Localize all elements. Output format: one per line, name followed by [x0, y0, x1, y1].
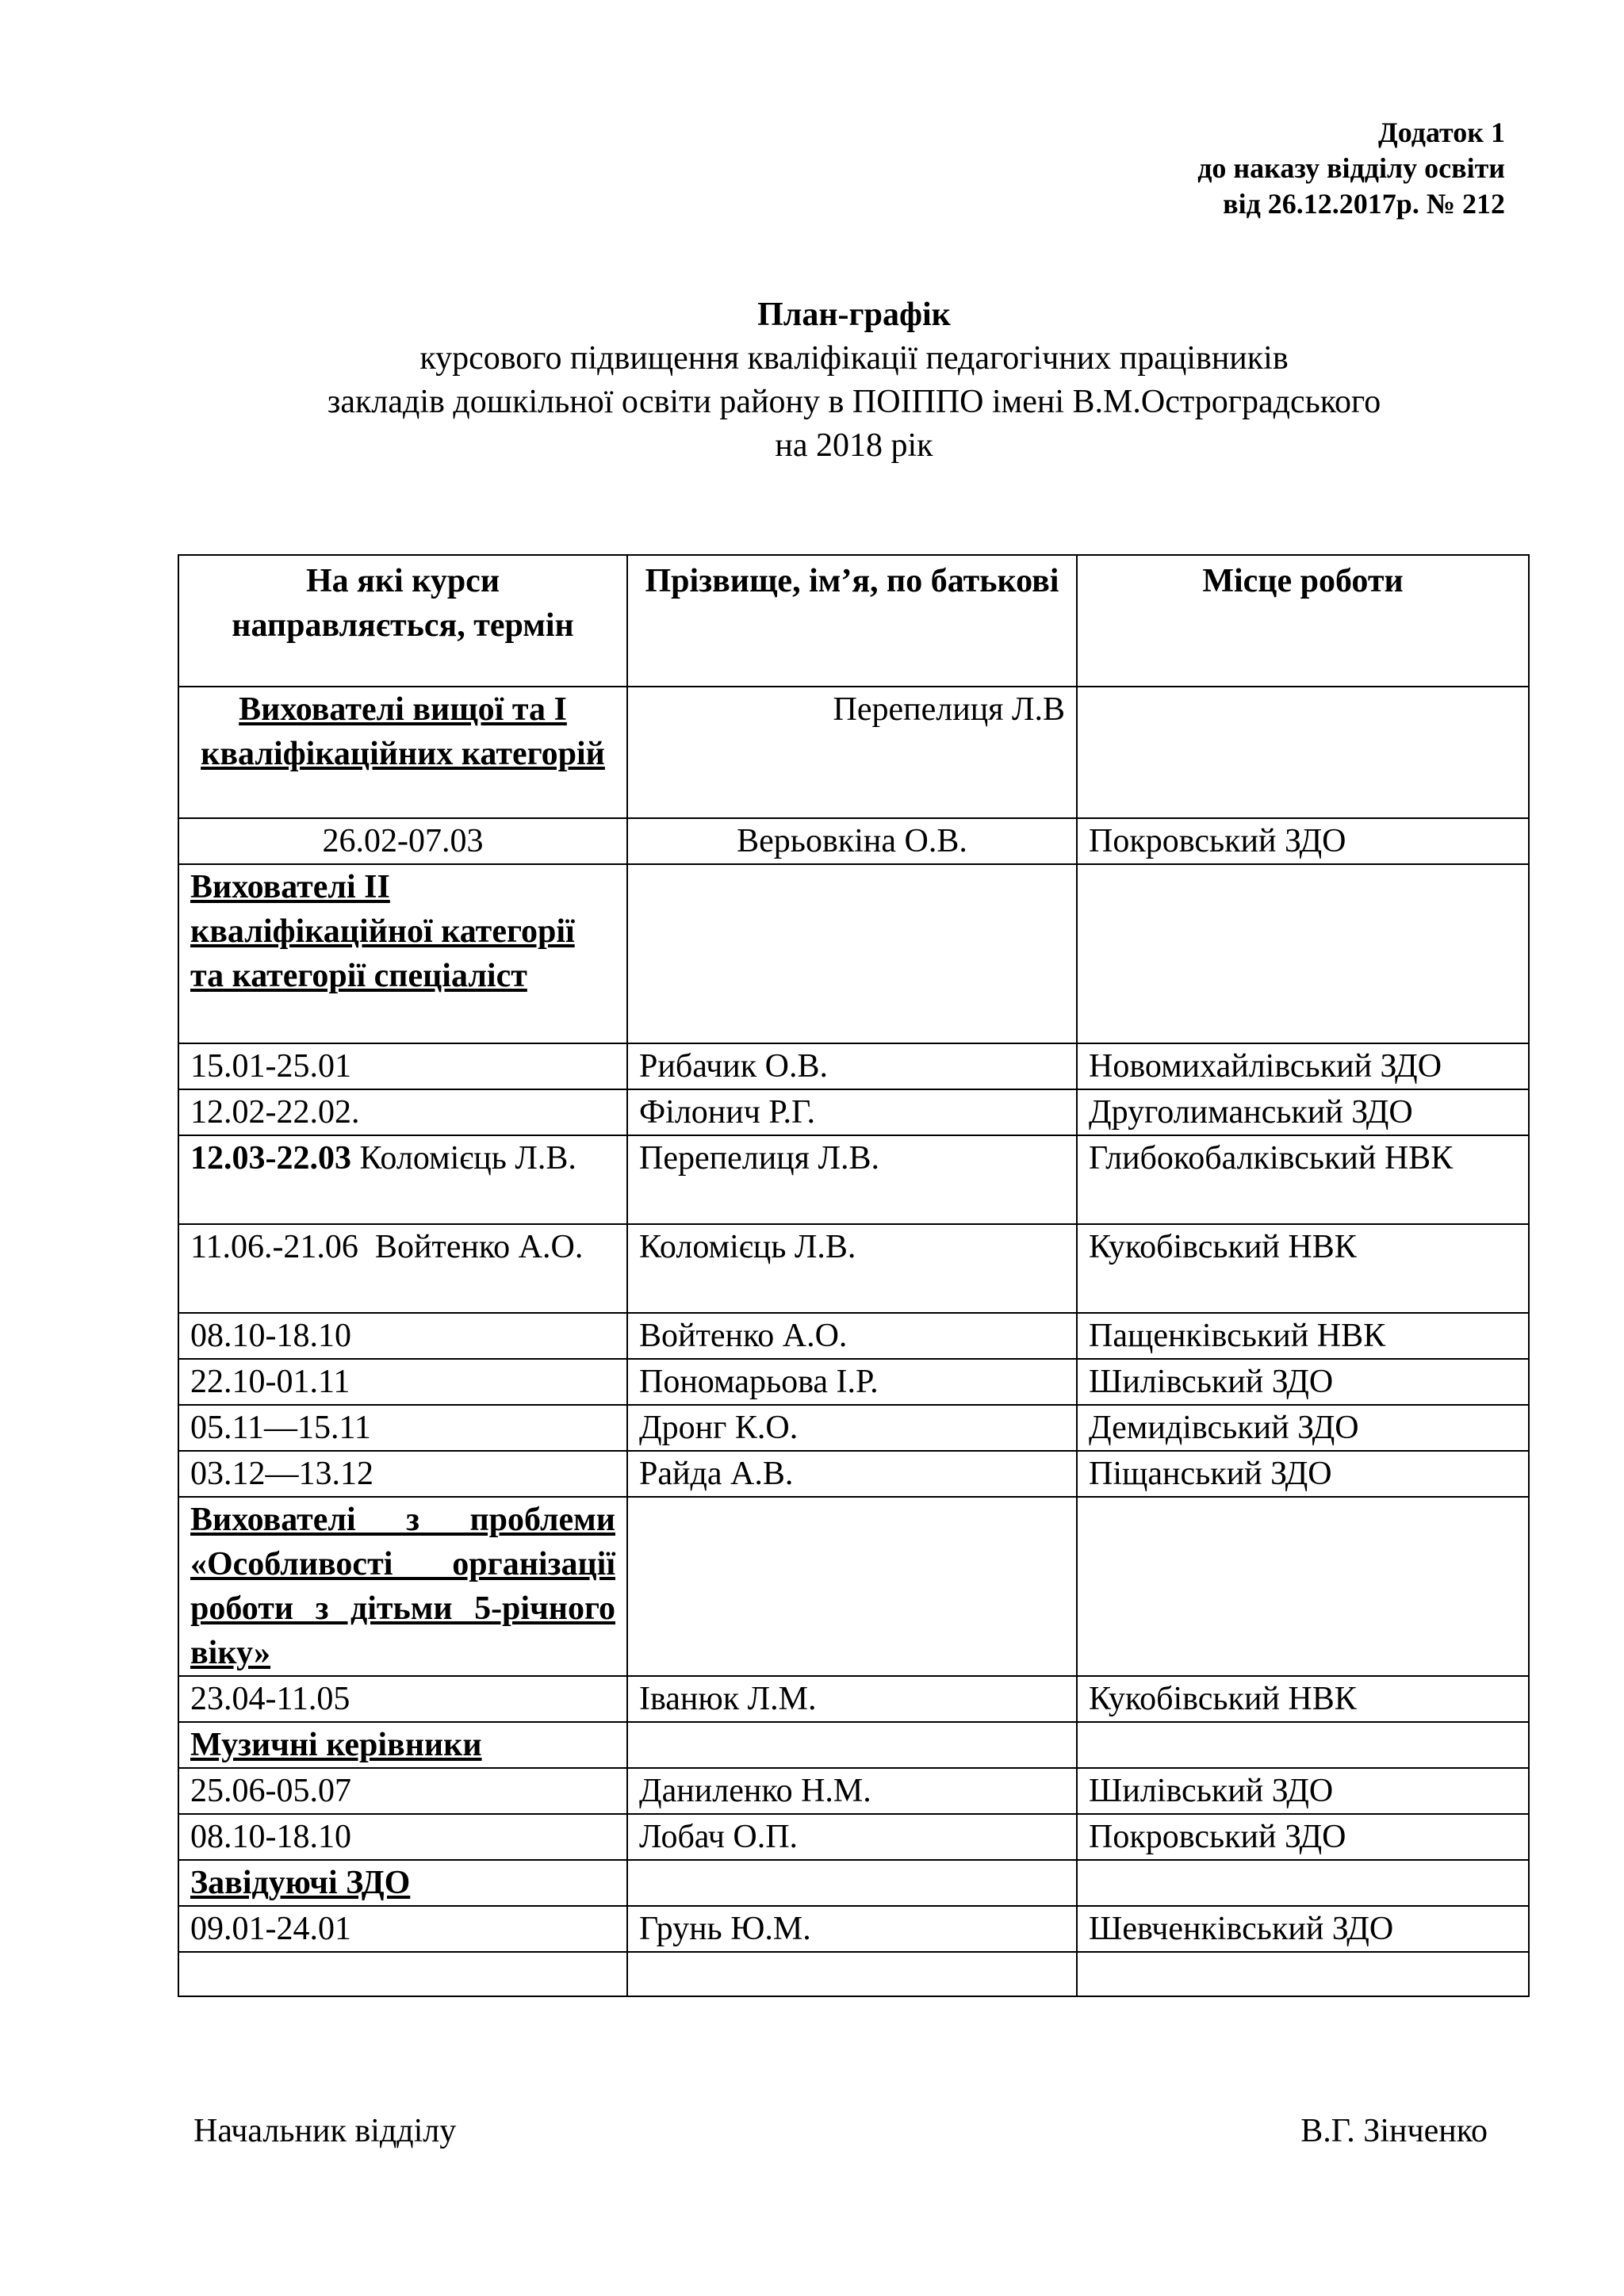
place-cell: Друголиманський ЗДО [1077, 1089, 1529, 1135]
place-cell: Демидівський ЗДО [1077, 1405, 1529, 1451]
section-row-higher-category [178, 687, 1529, 818]
term-cell: 03.12—13.12 [178, 1451, 627, 1497]
term-cell [178, 1952, 627, 1996]
table-row [178, 818, 1529, 864]
name-cell [627, 864, 1077, 1043]
table-row [178, 1135, 1529, 1224]
heading-line-3: на 2018 рік [775, 427, 933, 464]
term-cell: 12.02-22.02. [178, 1089, 627, 1135]
header-full-name: Прізвище, ім’я, по батькові [627, 555, 1077, 687]
appendix-line-1: Додаток 1 [1378, 117, 1505, 148]
section-title: Вихователі з проблеми «Особливості організації роботи з дітьми 5-річного віку» [178, 1497, 627, 1676]
name-cell: Коломієць Л.В. [627, 1224, 1077, 1313]
name-cell: Верьовкіна О.В. [627, 818, 1077, 864]
place-cell: Шилівський ЗДО [1077, 1359, 1529, 1405]
appendix-block [1197, 115, 1505, 222]
place-cell [1077, 1722, 1529, 1768]
table-row [178, 1768, 1529, 1814]
term-cell: 23.04-11.05 [178, 1676, 627, 1722]
place-cell: Кукобівський НВК [1077, 1676, 1529, 1722]
schedule-table [178, 554, 1530, 1997]
section-row-second-category [178, 864, 1529, 1043]
place-cell: Піщанський ЗДО [1077, 1451, 1529, 1497]
name-cell [627, 1497, 1077, 1676]
document-heading [0, 293, 1624, 468]
name-cell: Перепелиця Л.В. [627, 1135, 1077, 1224]
name-cell: Грунь Ю.М. [627, 1906, 1077, 1952]
name-cell: Пономарьова І.Р. [627, 1359, 1077, 1405]
place-cell: Кукобівський НВК [1077, 1224, 1529, 1313]
term-cell: 15.01-25.01 [178, 1043, 627, 1089]
table-row [178, 1814, 1529, 1860]
place-cell: Глибокобалківський НВК [1077, 1135, 1529, 1224]
term-cell: 05.11—15.11 [178, 1405, 627, 1451]
place-cell: Новомихайлівський ЗДО [1077, 1043, 1529, 1089]
heading-line-2: закладів дошкільної освіти району в ПОІППО імені В.М.Остроградського [327, 384, 1381, 420]
term-cell: 09.01-24.01 [178, 1906, 627, 1952]
header-workplace: Місце роботи [1077, 555, 1529, 687]
table-row [178, 1451, 1529, 1497]
appendix-line-3: від 26.12.2017р. № 212 [1223, 188, 1505, 220]
document-title: План-графік [757, 297, 951, 333]
name-cell [627, 1860, 1077, 1906]
section-title: Вихователі вищої та І кваліфікаційних категорій [178, 687, 627, 818]
table-header-row [178, 555, 1529, 687]
term-cell: 22.10-01.11 [178, 1359, 627, 1405]
name-cell: Іванюк Л.М. [627, 1676, 1077, 1722]
table-row [178, 1359, 1529, 1405]
name-cell: Даниленко Н.М. [627, 1768, 1077, 1814]
name-cell [627, 1722, 1077, 1768]
name-cell: Дронг К.О. [627, 1405, 1077, 1451]
signature-name: В.Г. Зінченко [1300, 2113, 1488, 2149]
section-row-heads [178, 1860, 1529, 1906]
term-cell [178, 1135, 627, 1224]
term-date-bold: 12.03-22.03 [190, 1140, 351, 1177]
place-cell: Шилівський ЗДО [1077, 1768, 1529, 1814]
table-row [178, 1405, 1529, 1451]
name-cell: Войтенко А.О. [627, 1313, 1077, 1359]
term-cell: 08.10-18.10 [178, 1814, 627, 1860]
place-cell [1077, 864, 1529, 1043]
place-cell: Шевченківський ЗДО [1077, 1906, 1529, 1952]
place-cell: Покровський ЗДО [1077, 1814, 1529, 1860]
table-row [178, 1043, 1529, 1089]
appendix-line-2: до наказу відділу освіти [1197, 152, 1505, 184]
name-cell [627, 1952, 1077, 1996]
table-row [178, 1089, 1529, 1135]
place-cell [1077, 1860, 1529, 1906]
place-cell [1077, 1952, 1529, 1996]
table-row-empty [178, 1952, 1529, 1996]
name-cell: Рибачик О.В. [627, 1043, 1077, 1089]
section-row-music-directors [178, 1722, 1529, 1768]
place-cell: Пащенківський НВК [1077, 1313, 1529, 1359]
heading-line-1: курсового підвищення кваліфікації педагогічних працівників [419, 340, 1289, 377]
place-cell: Покровський ЗДО [1077, 818, 1529, 864]
table-row [178, 1906, 1529, 1952]
term-cell: 11.06.-21.06 Войтенко А.О. [178, 1224, 627, 1313]
term-cell: 25.06-05.07 [178, 1768, 627, 1814]
term-note: Коломієць Л.В. [351, 1140, 576, 1177]
term-cell: 08.10-18.10 [178, 1313, 627, 1359]
section-title: Завідуючі ЗДО [178, 1860, 627, 1906]
term-cell: 26.02-07.03 [178, 818, 627, 864]
name-cell: Філонич Р.Г. [627, 1089, 1077, 1135]
section-title: Вихователі ІІ кваліфікаційної категорії та категорії спеціаліст [178, 864, 627, 1043]
place-cell [1077, 687, 1529, 818]
signature-position: Начальник відділу [193, 2113, 457, 2149]
name-cell: Перепелиця Л.В [627, 687, 1077, 818]
table-row [178, 1313, 1529, 1359]
section-row-5-year-olds [178, 1497, 1529, 1676]
section-title: Музичні керівники [178, 1722, 627, 1768]
table-row [178, 1224, 1529, 1313]
name-cell: Лобач О.П. [627, 1814, 1077, 1860]
name-cell: Райда А.В. [627, 1451, 1077, 1497]
table-row [178, 1676, 1529, 1722]
header-course-term: На які курси направляється, термін [178, 555, 627, 687]
place-cell [1077, 1497, 1529, 1676]
